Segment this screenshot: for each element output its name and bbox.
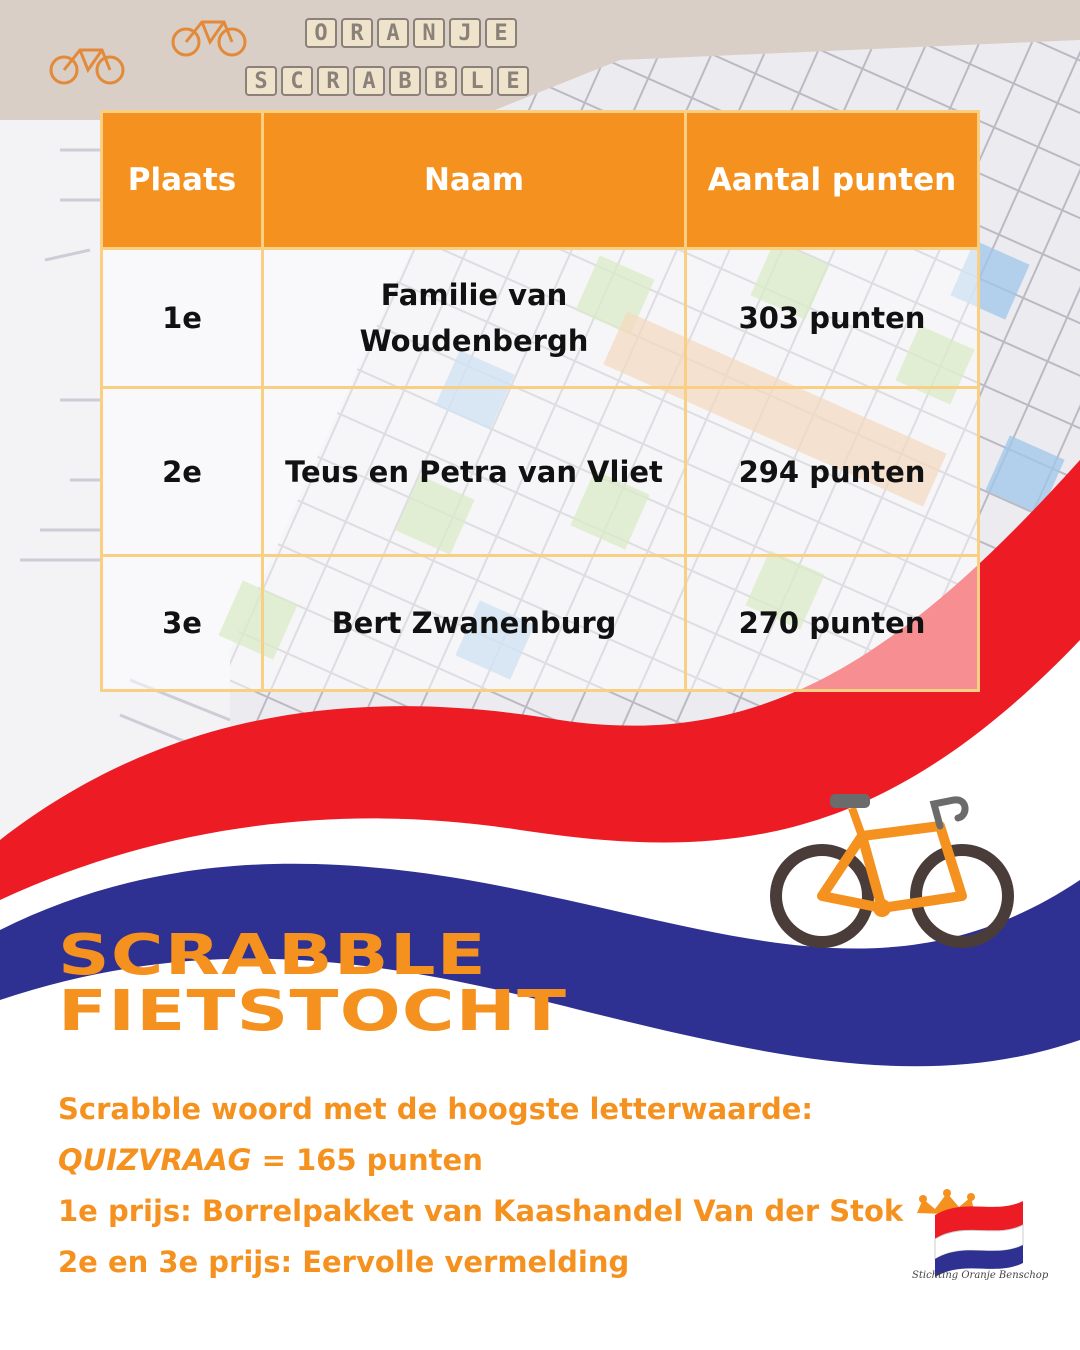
cell-plaats: 3e	[102, 556, 263, 691]
cell-punten: 294 punten	[686, 388, 979, 556]
table-row	[102, 388, 979, 556]
info-line-quiz	[58, 1135, 903, 1186]
cell-naam: Teus en Petra van Vliet	[263, 388, 686, 556]
tile: L	[461, 66, 493, 96]
tile: N	[413, 18, 445, 48]
table-header-row	[102, 112, 979, 249]
tile: S	[245, 66, 277, 96]
tile: R	[341, 18, 373, 48]
tile: C	[281, 66, 313, 96]
oranje-tile-row	[305, 18, 517, 48]
table-row	[102, 249, 979, 388]
bicycle-icon	[762, 788, 1022, 948]
info-prize-2: 2e en 3e prijs: Eervolle vermelding	[58, 1245, 630, 1279]
tile: B	[389, 66, 421, 96]
header-naam: Naam	[263, 112, 686, 249]
header-plaats: Plaats	[102, 112, 263, 249]
info-block	[58, 1084, 903, 1288]
tile: R	[317, 66, 349, 96]
tile: E	[485, 18, 517, 48]
title-line-1: SCRABBLE	[58, 923, 488, 988]
cell-punten: 270 punten	[686, 556, 979, 691]
tile: A	[377, 18, 409, 48]
cell-plaats: 1e	[102, 249, 263, 388]
cell-naam: Familie van Woudenbergh	[263, 249, 686, 388]
info-prize-1: 1e prijs: Borrelpakket van Kaashandel Van der Stok	[58, 1194, 904, 1228]
score-table	[100, 110, 980, 692]
title-line-2: FIETSTOCHT	[58, 979, 568, 1044]
cell-naam: Bert Zwanenburg	[263, 556, 686, 691]
logo-text: Stichting Oranje Benschop	[912, 1270, 1049, 1281]
event-title	[58, 923, 568, 1044]
scrabble-tile-row	[245, 66, 529, 96]
quiz-word: QUIZVRAAG	[58, 1143, 252, 1177]
header-punten: Aantal punten	[686, 112, 979, 249]
table-row	[102, 556, 979, 691]
info-line-1: Scrabble woord met de hoogste letterwaarde:	[58, 1092, 814, 1126]
cell-punten: 303 punten	[686, 249, 979, 388]
quiz-score: = 165 punten	[251, 1143, 483, 1177]
small-bike-icon	[170, 12, 250, 58]
tile: O	[305, 18, 337, 48]
tile: J	[449, 18, 481, 48]
cell-plaats: 2e	[102, 388, 263, 556]
small-bike-icon	[48, 40, 128, 86]
tile: B	[425, 66, 457, 96]
tile: A	[353, 66, 385, 96]
tile: E	[497, 66, 529, 96]
